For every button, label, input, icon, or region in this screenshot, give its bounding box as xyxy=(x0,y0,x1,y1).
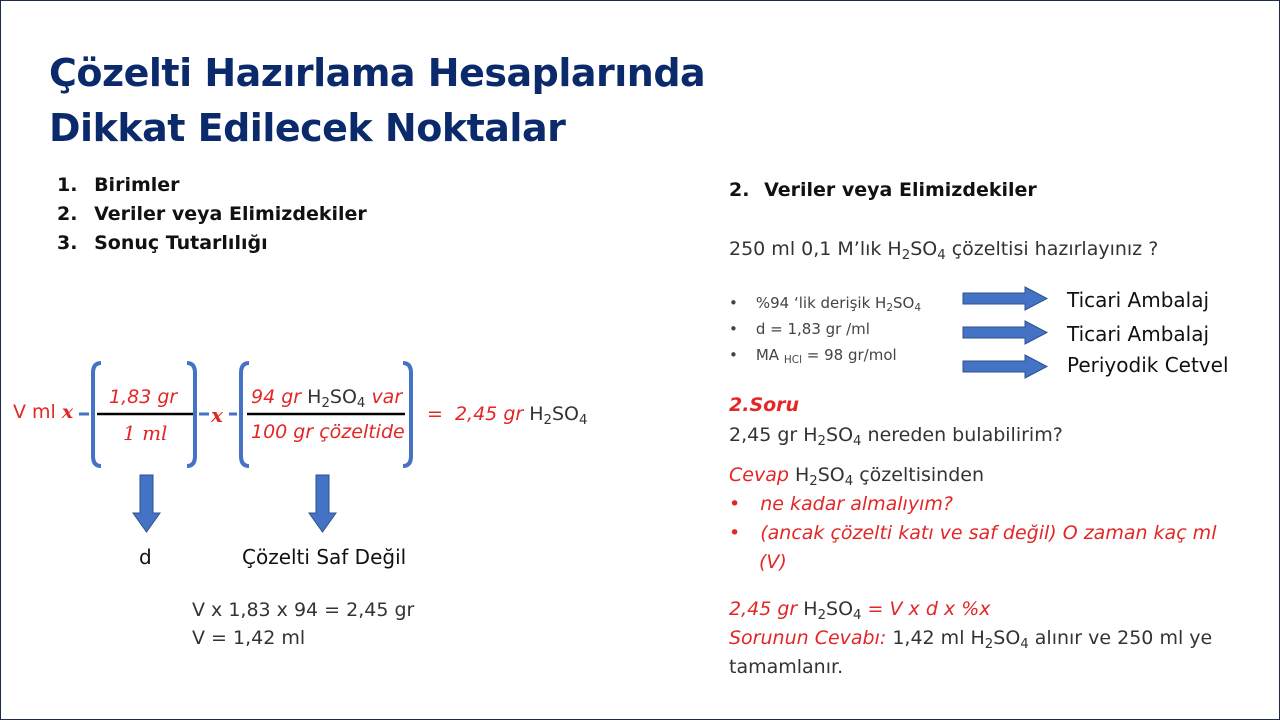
source-2: Ticari Ambalaj xyxy=(1067,322,1210,346)
right-heading-text: Veriler veya Elimizdekiler xyxy=(764,179,1037,201)
calc-line-1: V x 1,83 x 94 = 2,45 gr xyxy=(192,599,415,621)
cevap-line: Cevap $H_2SO_4$ çözeltisinden xyxy=(729,464,984,489)
right-arrow-3 xyxy=(963,355,1047,378)
times-sign: x xyxy=(61,401,74,423)
equation-result xyxy=(427,403,588,428)
soru-line: 2,45 gr $H_2SO_4$ nereden bulabilirim? xyxy=(729,424,1063,449)
right-arrow-2 xyxy=(963,321,1047,344)
right-heading xyxy=(729,179,1037,201)
arrow-label-d: d xyxy=(139,545,152,569)
red-bullet-1: • ne kadar almalıyım? xyxy=(729,493,953,515)
frac2-numerator xyxy=(251,386,403,411)
red-bullet-2: • (ancak çözelti katı ve saf değil) O zaman kaç ml xyxy=(729,522,1217,544)
list-text: Veriler veya Elimizdekiler xyxy=(94,203,367,225)
soru-label: 2.Soru xyxy=(729,394,800,416)
data-bullet-1: • %94 ‘lik derişik $H_2SO_4$ xyxy=(729,294,922,315)
title-line-1: Çözelti Hazırlama Hesaplarında xyxy=(49,51,706,95)
formula-line: 2,45 gr $H_2SO_4 = V$ x d x %x xyxy=(729,598,991,623)
data-bullet-2: • d = 1,83 gr /ml xyxy=(729,320,870,338)
frac1-numerator xyxy=(109,386,177,408)
frac2-num-amount: 94 gr xyxy=(251,386,302,408)
result-amount: 2,45 gr xyxy=(454,403,524,425)
list-text: Birimler xyxy=(94,174,180,196)
down-arrow-cozelti xyxy=(309,475,336,532)
source-3: Periyodik Cetvel xyxy=(1067,353,1229,377)
equals-sign: = xyxy=(427,403,443,425)
v-ml-label xyxy=(13,401,73,423)
arrow-label-cozelti: Çözelti Saf Değil xyxy=(242,545,407,569)
list-num: 2. xyxy=(57,203,78,225)
v-ml-text: V ml xyxy=(13,401,56,423)
times-sign-2: x xyxy=(211,403,223,427)
title-line-2: Dikkat Edilecek Noktalar xyxy=(49,106,566,150)
right-heading-num: 2. xyxy=(729,179,750,201)
frac1-num-text: 1,83 gr xyxy=(109,386,178,408)
list-num: 1. xyxy=(57,174,78,196)
question-line: 250 ml 0,1 M’lık $H_2SO_4$ çözeltisi hazırlayınız ? xyxy=(729,238,1159,263)
frac2-denominator: 100 gr çözeltide xyxy=(251,421,405,443)
answer-line-1: Sorunun Cevabı: 1,42 ml $H_2SO_4$ alınır ve 250 ml ye xyxy=(729,627,1213,652)
answer-line-2: tamamlanır. xyxy=(729,656,844,678)
right-arrow-1 xyxy=(963,287,1047,310)
frac2-num-formula: $H_2SO_4$ xyxy=(307,386,366,411)
list-num: 3. xyxy=(57,232,78,254)
down-arrow-d xyxy=(133,475,160,532)
data-bullet-3: • MA $_{HCl}$ = 98 gr/mol xyxy=(729,346,897,367)
calc-line-2: V = 1,42 ml xyxy=(192,627,306,649)
red-bullet-2-cont: (V) xyxy=(759,551,787,573)
result-formula: $H_2SO_4$ xyxy=(529,403,588,428)
list-text: Sonuç Tutarlılığı xyxy=(94,232,268,254)
frac2-num-var: var xyxy=(371,386,403,408)
frac1-denominator: 1 ml xyxy=(123,421,168,445)
source-1: Ticari Ambalaj xyxy=(1067,288,1210,312)
